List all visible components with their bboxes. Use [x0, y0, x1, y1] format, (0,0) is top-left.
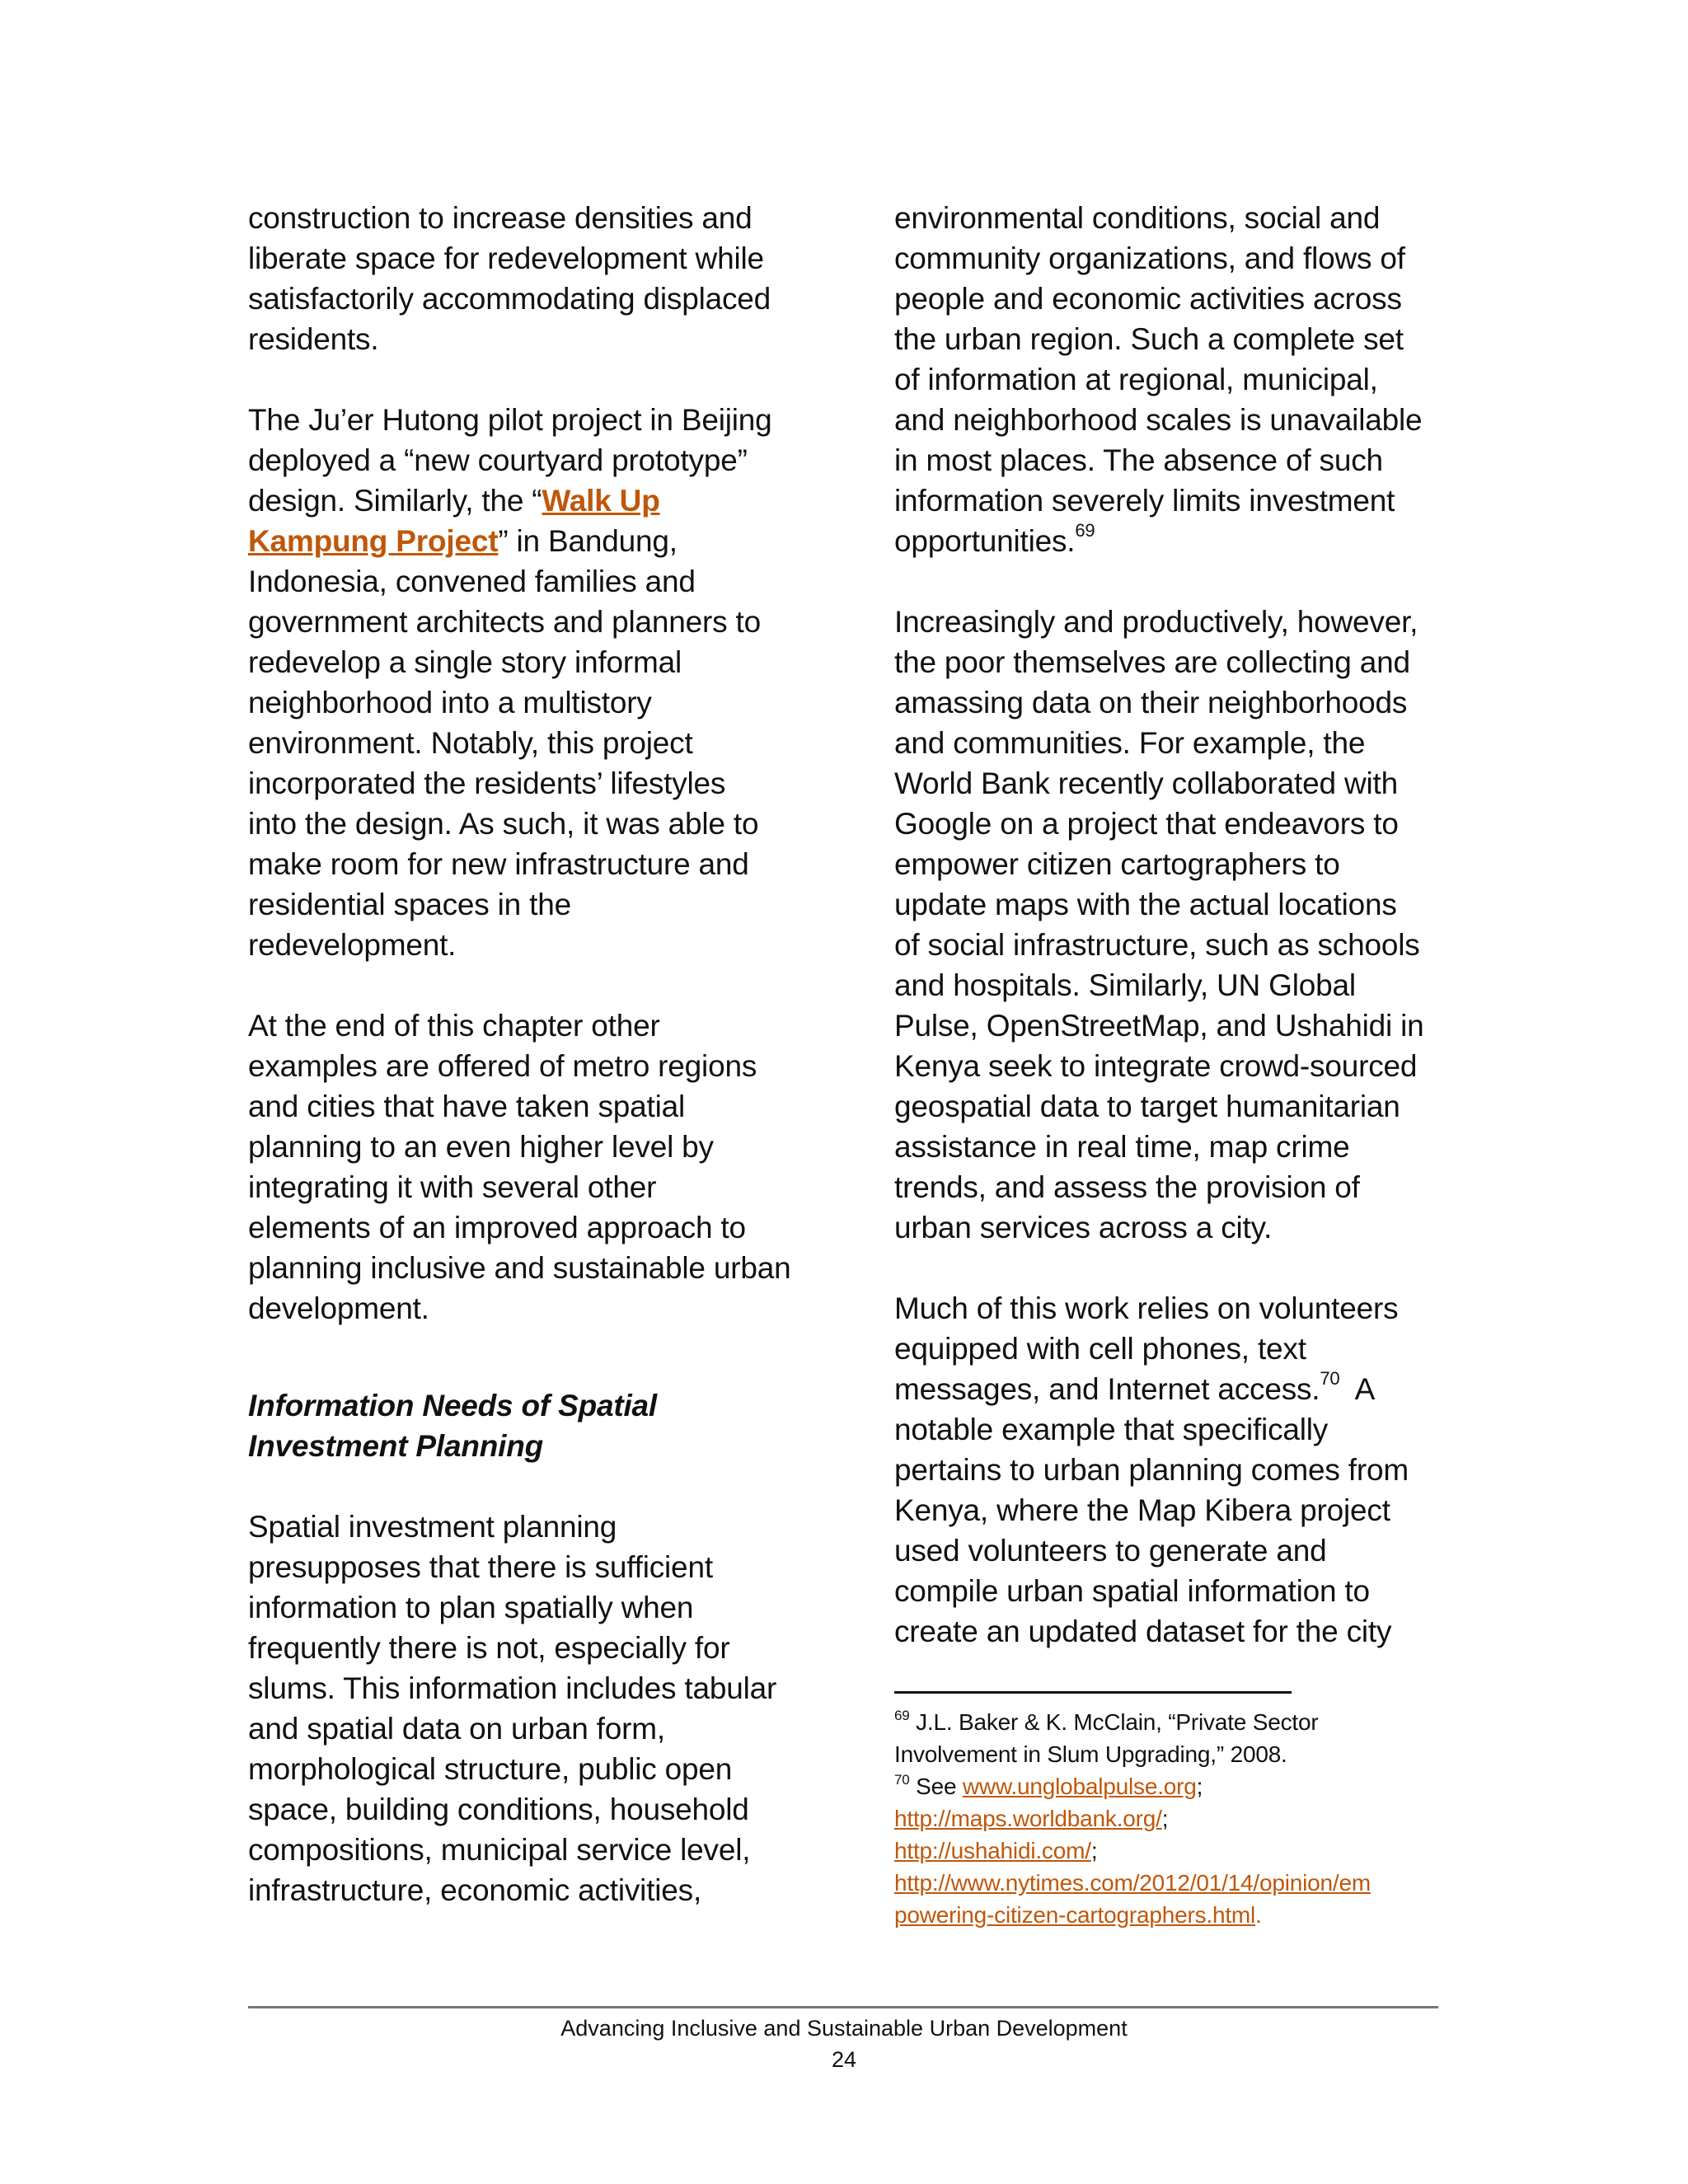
worldbank-maps-link[interactable]: http://maps.worldbank.org/: [894, 1806, 1162, 1831]
text-fragment: A: [1339, 1372, 1376, 1406]
footnote-text: See: [909, 1774, 963, 1799]
text-line: geospatial data to target humanitarian: [894, 1090, 1400, 1123]
paragraph: [894, 1288, 1471, 1652]
footnote-ref-69[interactable]: 69: [1075, 520, 1095, 541]
text-line: community organizations, and flows of: [894, 241, 1405, 275]
heading-line: Investment Planning: [248, 1429, 544, 1463]
text-line: compile urban spatial information to: [894, 1574, 1370, 1608]
text-line: government architects and planners to: [248, 605, 761, 639]
text-line: slums. This information includes tabular: [248, 1671, 777, 1705]
nytimes-link[interactable]: http://www.nytimes.com/2012/01/14/opinion/em: [894, 1870, 1371, 1896]
footnote-70-line: [894, 1867, 1488, 1899]
text-line: examples are offered of metro regions: [248, 1049, 757, 1083]
text-line: and neighborhood scales is unavailable: [894, 403, 1423, 437]
walk-up-kampung-link-cont[interactable]: Kampung Project: [248, 524, 499, 558]
text-line: elements of an improved approach to: [248, 1211, 746, 1244]
footer-title: Advancing Inclusive and Sustainable Urban Development: [560, 2016, 1128, 2041]
footnote-text: J.L. Baker & K. McClain, “Private Sector: [909, 1709, 1319, 1735]
text-line: deployed a “new courtyard prototype”: [248, 443, 748, 477]
text-line: planning to an even higher level by: [248, 1130, 714, 1164]
text-line: of social infrastructure, such as schools: [894, 928, 1420, 962]
text-line: and communities. For example, the: [894, 726, 1366, 760]
heading-line: Information Needs of Spatial: [248, 1389, 658, 1422]
text-line: Spatial investment planning: [248, 1510, 617, 1544]
text-line: redevelopment.: [248, 928, 457, 962]
text-fragment: ” in Bandung,: [498, 524, 678, 558]
text-line: incorporated the residents’ lifestyles: [248, 766, 726, 800]
footnote-70-line: [894, 1802, 1488, 1835]
text-line: compositions, municipal service level,: [248, 1833, 751, 1867]
text-line: equipped with cell phones, text: [894, 1332, 1306, 1366]
text-line: space, building conditions, household: [248, 1793, 749, 1826]
text-line: Pulse, OpenStreetMap, and Ushahidi in: [894, 1009, 1424, 1043]
text-line: environmental conditions, social and: [894, 201, 1381, 235]
separator: ;: [1196, 1774, 1203, 1799]
text-line: pertains to urban planning comes from: [894, 1453, 1409, 1487]
footnote-number: 69: [894, 1708, 910, 1723]
text-line: construction to increase densities and: [248, 201, 753, 235]
text-line: information severely limits investment: [894, 484, 1395, 518]
text-line: assistance in real time, map crime: [894, 1130, 1350, 1164]
left-column: [248, 198, 817, 1910]
text-line: information to plan spatially when: [248, 1591, 694, 1624]
paragraph: [248, 1507, 817, 1910]
paragraph: [248, 1005, 817, 1329]
text-line: the urban region. Such a complete set: [894, 322, 1404, 356]
text-line: used volunteers to generate and: [894, 1534, 1327, 1568]
text-line: satisfactorily accommodating displaced: [248, 282, 771, 316]
text-line: amassing data on their neighborhoods: [894, 686, 1408, 719]
walk-up-kampung-link[interactable]: Walk Up: [542, 484, 660, 518]
unglobalpulse-link[interactable]: www.unglobalpulse.org: [962, 1774, 1197, 1799]
text-line: environment. Notably, this project: [248, 726, 693, 760]
text-line: urban services across a city.: [894, 1211, 1273, 1244]
text-line: residential spaces in the: [248, 888, 571, 921]
text-line: neighborhood into a multistory: [248, 686, 652, 719]
text-line: development.: [248, 1291, 429, 1325]
text-line: liberate space for redevelopment while: [248, 241, 764, 275]
text-line: residents.: [248, 322, 379, 356]
footnote-separator: [894, 1691, 1292, 1694]
paragraph: [894, 602, 1471, 1248]
text-line: create an updated dataset for the city: [894, 1615, 1392, 1648]
text-line: Indonesia, convened families and: [248, 565, 696, 598]
text-line: into the design. As such, it was able to: [248, 807, 759, 841]
text-line: [248, 480, 817, 521]
text-line: and spatial data on urban form,: [248, 1712, 665, 1746]
text-line: trends, and assess the provision of: [894, 1170, 1360, 1204]
text-line: The Ju’er Hutong pilot project in Beijing: [248, 403, 772, 437]
text-line: redevelop a single story informal: [248, 645, 682, 679]
text-line: infrastructure, economic activities,: [248, 1873, 702, 1907]
ushahidi-link[interactable]: http://ushahidi.com/: [894, 1838, 1091, 1863]
separator: ;: [1161, 1806, 1169, 1831]
text-line: in most places. The absence of such: [894, 443, 1383, 477]
page-number: 24: [831, 2047, 857, 2072]
text-line: integrating it with several other: [248, 1170, 657, 1204]
paragraph: [894, 198, 1471, 561]
footnote-70-line: [894, 1899, 1488, 1931]
footnote-ref-70[interactable]: 70: [1320, 1368, 1340, 1389]
text-line: [248, 521, 817, 561]
text-line: World Bank recently collaborated with: [894, 766, 1398, 800]
text-line: notable example that specifically: [894, 1413, 1329, 1446]
text-line: and hospitals. Similarly, UN Global: [894, 968, 1356, 1002]
footnote-70-line: [894, 1835, 1488, 1867]
text-line: the poor themselves are collecting and: [894, 645, 1410, 679]
section-heading: [248, 1385, 817, 1466]
text-line: Google on a project that endeavors to: [894, 807, 1399, 841]
text-fragment: opportunities.: [894, 524, 1076, 558]
text-line: At the end of this chapter other: [248, 1009, 660, 1043]
footnote-69-cont: Involvement in Slum Upgrading,” 2008.: [894, 1741, 1287, 1767]
text-fragment: messages, and Internet access.: [894, 1372, 1320, 1406]
separator: ;: [1090, 1838, 1098, 1863]
paragraph: [248, 400, 817, 965]
text-fragment: design. Similarly, the “: [248, 484, 542, 518]
footnote-70: [894, 1770, 1488, 1802]
page-footer: [0, 2013, 1688, 2075]
text-line: presupposes that there is sufficient: [248, 1550, 713, 1584]
text-line: Much of this work relies on volunteers: [894, 1291, 1399, 1325]
text-line: [894, 521, 1471, 561]
footnotes: [894, 1706, 1488, 1931]
text-line: planning inclusive and sustainable urban: [248, 1251, 791, 1285]
text-line: people and economic activities across: [894, 282, 1402, 316]
text-line: update maps with the actual locations: [894, 888, 1397, 921]
text-line: empower citizen cartographers to: [894, 847, 1340, 881]
text-line: morphological structure, public open: [248, 1752, 733, 1786]
text-line: Increasingly and productively, however,: [894, 605, 1418, 639]
footnote-number: 70: [894, 1772, 910, 1788]
footnote-69: [894, 1706, 1488, 1738]
footer-rule: [248, 2006, 1438, 2008]
text-line: Kenya seek to integrate crowd-sourced: [894, 1049, 1418, 1083]
text-line: frequently there is not, especially for: [248, 1631, 730, 1665]
text-line: make room for new infrastructure and: [248, 847, 749, 881]
text-line: [894, 1369, 1471, 1409]
text-line: Kenya, where the Map Kibera project: [894, 1493, 1390, 1527]
separator: .: [1255, 1902, 1262, 1928]
text-line: of information at regional, municipal,: [894, 363, 1378, 396]
text-line: and cities that have taken spatial: [248, 1090, 686, 1123]
nytimes-link-cont[interactable]: powering-citizen-cartographers.html: [894, 1902, 1256, 1928]
paragraph: [248, 198, 817, 359]
right-column: [894, 198, 1471, 1652]
